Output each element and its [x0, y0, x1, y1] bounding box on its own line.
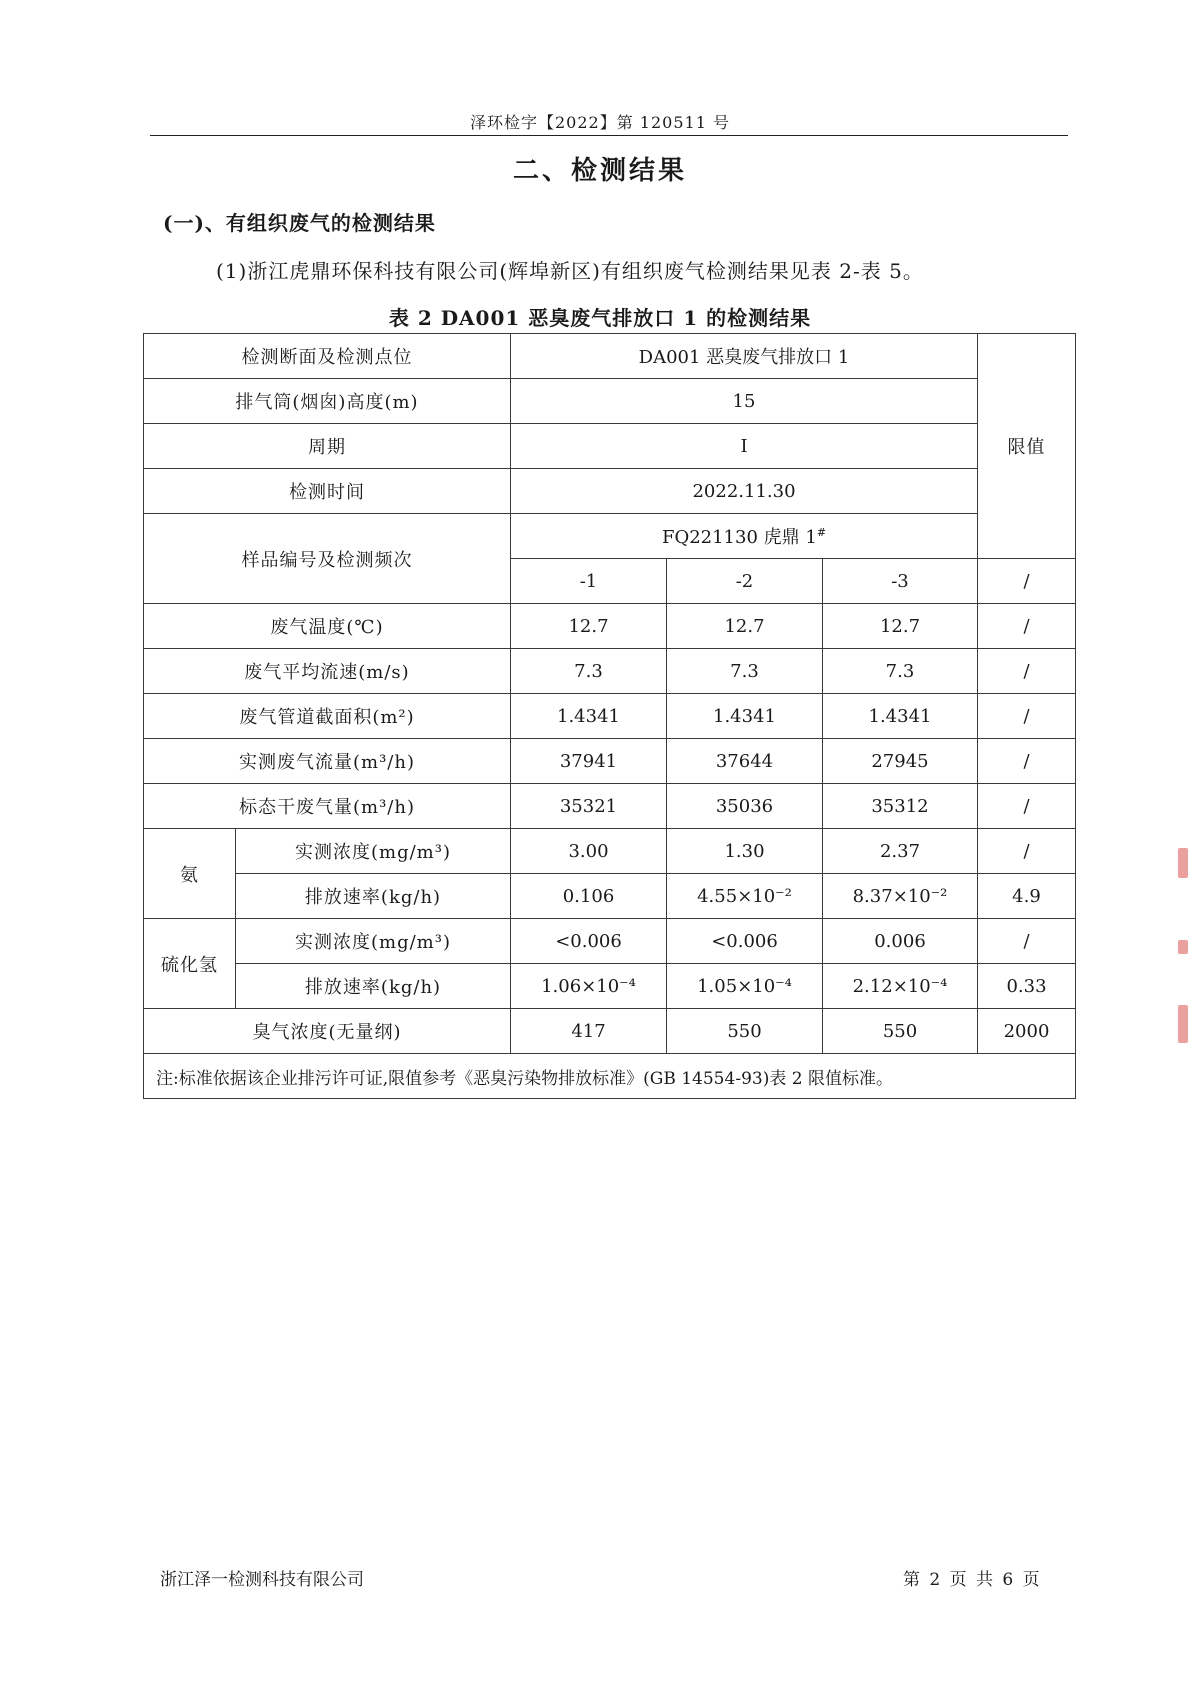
- row-limit: /: [978, 694, 1076, 739]
- ammonia-conc-value: 1.30: [667, 829, 823, 874]
- row-value: 12.7: [511, 604, 667, 649]
- table-row: [144, 694, 1076, 739]
- header-rule: [150, 135, 1068, 136]
- odor-value: 417: [511, 1009, 667, 1054]
- table-row: [144, 469, 1076, 514]
- table-row: [144, 514, 1076, 559]
- point-value: DA001 恶臭废气排放口 1: [511, 334, 978, 379]
- row-value: 1.4341: [823, 694, 978, 739]
- ammonia-name: 氨: [144, 829, 236, 919]
- row-value: 7.3: [823, 649, 978, 694]
- ammonia-rate-limit: 4.9: [978, 874, 1076, 919]
- h2s-rate-limit: 0.33: [978, 964, 1076, 1009]
- row-value: 1.4341: [511, 694, 667, 739]
- section-heading: (一)、有组织废气的检测结果: [163, 211, 436, 235]
- h2s-rate-label: 排放速率(kg/h): [236, 964, 511, 1009]
- limit-header: 限值: [978, 334, 1076, 559]
- odor-value: 550: [667, 1009, 823, 1054]
- h2s-conc-value: <0.006: [511, 919, 667, 964]
- ammonia-rate-value: 0.106: [511, 874, 667, 919]
- row-limit: /: [978, 649, 1076, 694]
- row-value: 7.3: [511, 649, 667, 694]
- row-label: 废气平均流速(m/s): [144, 649, 511, 694]
- row-limit: /: [978, 604, 1076, 649]
- table-row: [144, 784, 1076, 829]
- report-number: 泽环检字【2022】第 120511 号: [470, 113, 730, 132]
- results-table: [143, 333, 1076, 1099]
- h2s-conc-label: 实测浓度(mg/m³): [236, 919, 511, 964]
- table-row: [144, 424, 1076, 469]
- seal-edge-mark: [1178, 1005, 1188, 1043]
- height-label: 排气筒(烟囱)高度(m): [144, 379, 511, 424]
- h2s-conc-value: 0.006: [823, 919, 978, 964]
- seal-edge-mark: [1178, 940, 1188, 954]
- ammonia-rate-value: 8.37×10⁻²: [823, 874, 978, 919]
- freq-limit: /: [978, 559, 1076, 604]
- table-row: [144, 1054, 1076, 1099]
- h2s-rate-value: 1.06×10⁻⁴: [511, 964, 667, 1009]
- ammonia-conc-value: 3.00: [511, 829, 667, 874]
- h2s-name: 硫化氢: [144, 919, 236, 1009]
- table-row: [144, 829, 1076, 874]
- table-row: [144, 964, 1076, 1009]
- ammonia-conc-label: 实测浓度(mg/m³): [236, 829, 511, 874]
- sample-code-sup: #: [816, 526, 827, 539]
- freq-1: -1: [511, 559, 667, 604]
- table-row: [144, 649, 1076, 694]
- sample-code: [511, 514, 978, 559]
- table-row: [144, 379, 1076, 424]
- table-row: [144, 874, 1076, 919]
- period-value: I: [511, 424, 978, 469]
- row-value: 1.4341: [667, 694, 823, 739]
- intro-paragraph: (1)浙江虎鼎环保科技有限公司(辉埠新区)有组织废气检测结果见表 2-表 5。: [216, 259, 924, 283]
- row-label: 废气管道截面积(m²): [144, 694, 511, 739]
- h2s-conc-limit: /: [978, 919, 1076, 964]
- time-value: 2022.11.30: [511, 469, 978, 514]
- h2s-rate-value: 2.12×10⁻⁴: [823, 964, 978, 1009]
- table-note: 注:标准依据该企业排污许可证,限值参考《恶臭污染物排放标准》(GB 14554-93)表 2 限值标准。: [144, 1054, 1076, 1099]
- odor-value: 550: [823, 1009, 978, 1054]
- seal-edge-mark: [1178, 848, 1188, 878]
- row-value: 37644: [667, 739, 823, 784]
- row-label: 标态干废气量(m³/h): [144, 784, 511, 829]
- ammonia-rate-value: 4.55×10⁻²: [667, 874, 823, 919]
- ammonia-rate-label: 排放速率(kg/h): [236, 874, 511, 919]
- footer-company: 浙江泽一检测科技有限公司: [160, 1570, 364, 1589]
- table-row: [144, 1009, 1076, 1054]
- h2s-rate-value: 1.05×10⁻⁴: [667, 964, 823, 1009]
- row-limit: /: [978, 784, 1076, 829]
- period-label: 周期: [144, 424, 511, 469]
- footer-page-number: 第 2 页 共 6 页: [903, 1570, 1042, 1590]
- sample-label: 样品编号及检测频次: [144, 514, 511, 604]
- row-value: 35312: [823, 784, 978, 829]
- row-value: 7.3: [667, 649, 823, 694]
- row-value: 37941: [511, 739, 667, 784]
- h2s-conc-value: <0.006: [667, 919, 823, 964]
- page-title: 二、检测结果: [512, 156, 687, 186]
- row-limit: /: [978, 739, 1076, 784]
- odor-label: 臭气浓度(无量纲): [144, 1009, 511, 1054]
- row-label: 实测废气流量(m³/h): [144, 739, 511, 784]
- ammonia-conc-value: 2.37: [823, 829, 978, 874]
- row-value: 35321: [511, 784, 667, 829]
- table-caption: 表 2 DA001 恶臭废气排放口 1 的检测结果: [388, 306, 812, 330]
- freq-3: -3: [823, 559, 978, 604]
- table-row: [144, 919, 1076, 964]
- row-value: 12.7: [667, 604, 823, 649]
- time-label: 检测时间: [144, 469, 511, 514]
- row-value: 12.7: [823, 604, 978, 649]
- table-row: [144, 334, 1076, 379]
- ammonia-conc-limit: /: [978, 829, 1076, 874]
- height-value: 15: [511, 379, 978, 424]
- odor-limit: 2000: [978, 1009, 1076, 1054]
- row-label: 废气温度(℃): [144, 604, 511, 649]
- table-row: [144, 739, 1076, 784]
- sample-code-text: FQ221130 虎鼎 1: [661, 527, 817, 548]
- point-label: 检测断面及检测点位: [144, 334, 511, 379]
- table-row: [144, 604, 1076, 649]
- row-value: 27945: [823, 739, 978, 784]
- row-value: 35036: [667, 784, 823, 829]
- freq-2: -2: [667, 559, 823, 604]
